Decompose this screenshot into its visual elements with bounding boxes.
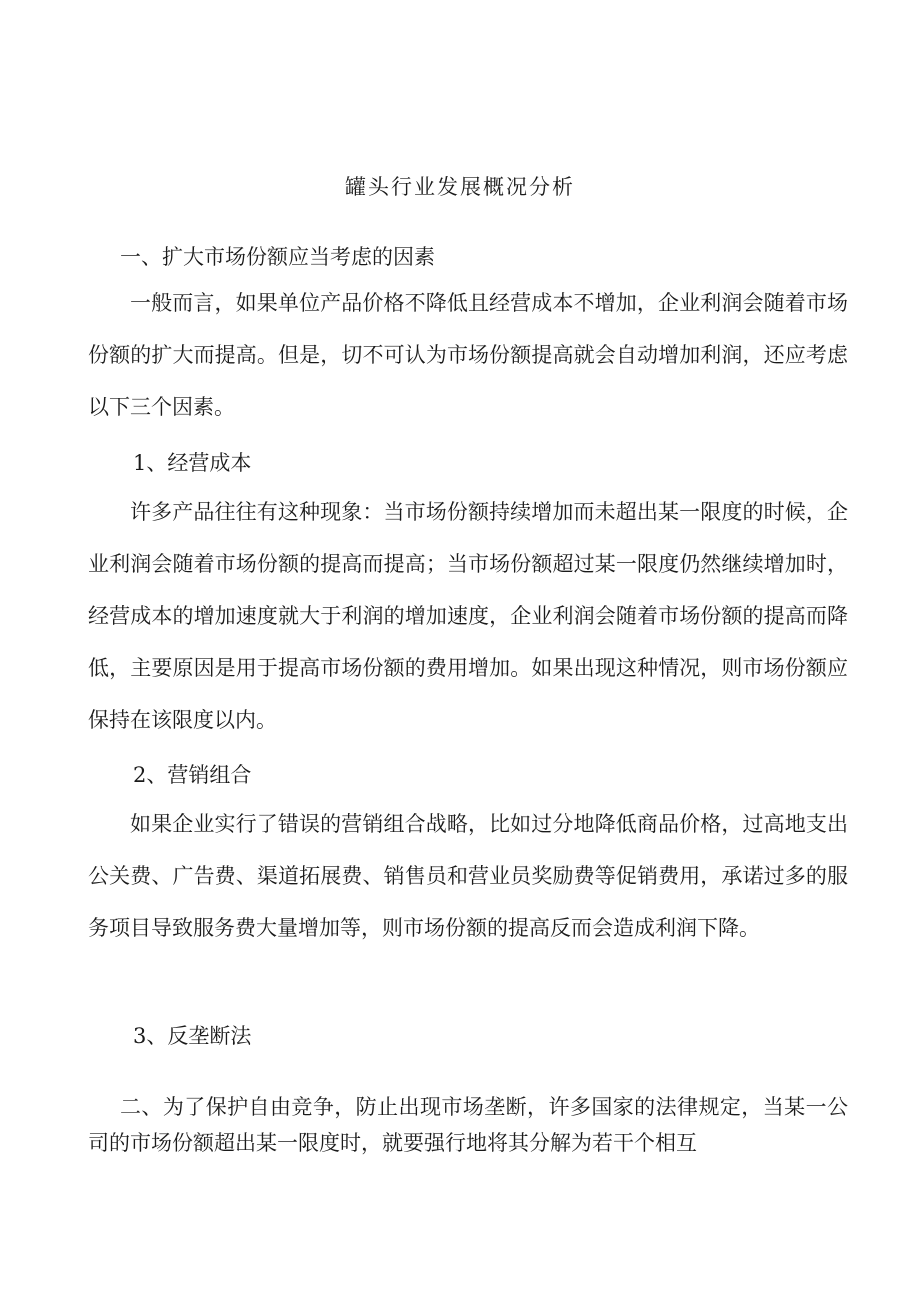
sub2-paragraph: 如果企业实行了错误的营销组合战略，比如过分地降低商品价格，过高地支出公关费、广告费、渠道拓展费、销售员和营业员奖励费等促销费用，承诺过多的服务项目导致服务费大量增加等，则市场份额的提高反而会造成利润下降。 [88, 812, 848, 940]
section1-intro-paragraph: 一般而言，如果单位产品价格不降低且经营成本不增加，企业利润会随着市场份额的扩大而提高。但是，切不可认为市场份额提高就会自动增加利润，还应考虑以下三个因素。 [88, 291, 848, 419]
sub1-paragraph: 许多产品往往有这种现象：当市场份额持续增加而未超出某一限度的时候，企业利润会随着市场份额的提高而提高；当市场份额超过某一限度仍然继续增加时，经营成本的增加速度就大于利润的增加速度，企业利润会随着市场份额的提高而降低，主要原因是用于提高市场份额的费用增加。如果出现这种情况，则市场份额应保持在该限度以内。 [88, 500, 848, 732]
document-title: 罐头行业发展概况分析 [345, 175, 575, 199]
sub1-heading: 1、经营成本 [133, 451, 252, 475]
section1-heading: 一、扩大市场份额应当考虑的因素 [120, 245, 435, 269]
sub2-heading: 2、营销组合 [133, 763, 252, 787]
section2-paragraph: 二、为了保护自由竞争，防止出现市场垄断，许多国家的法律规定，当某一公司的市场份额超出某一限度时，就要强行地将其分解为若干个相互 [88, 1095, 848, 1155]
sub3-heading: 3、反垄断法 [133, 1024, 252, 1048]
